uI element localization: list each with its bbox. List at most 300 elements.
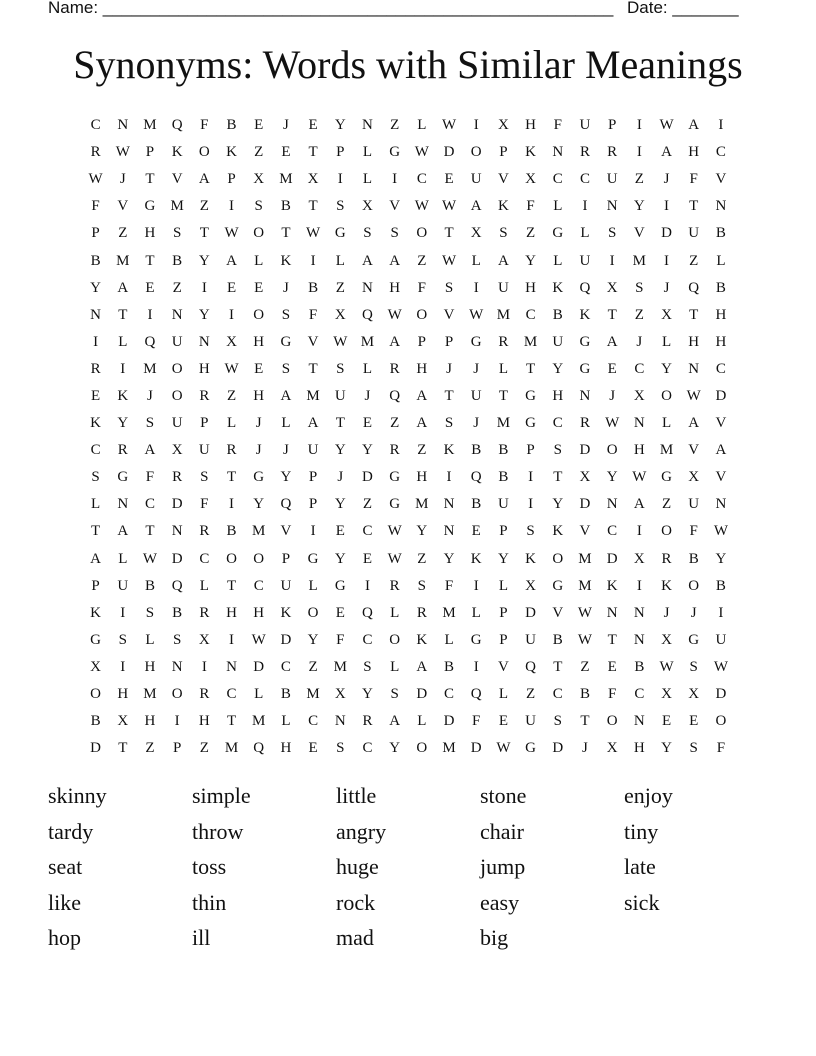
grid-letter[interactable]: Q bbox=[525, 658, 537, 675]
grid-letter[interactable]: X bbox=[661, 686, 672, 703]
grid-letter[interactable]: I bbox=[229, 306, 235, 323]
grid-letter[interactable]: I bbox=[337, 171, 343, 188]
grid-letter[interactable]: I bbox=[174, 713, 180, 730]
grid-letter[interactable]: D bbox=[525, 604, 537, 621]
grid-letter[interactable]: Z bbox=[254, 144, 264, 161]
grid-letter[interactable]: L bbox=[580, 225, 590, 242]
grid-letter[interactable]: A bbox=[661, 144, 672, 161]
grid-letter[interactable]: W bbox=[632, 469, 647, 486]
grid-letter[interactable]: D bbox=[171, 496, 183, 513]
grid-letter[interactable]: I bbox=[310, 523, 316, 540]
grid-letter[interactable]: Z bbox=[172, 279, 182, 296]
grid-letter[interactable]: S bbox=[635, 279, 644, 296]
grid-letter[interactable]: W bbox=[224, 360, 239, 377]
grid-letter[interactable]: A bbox=[307, 415, 319, 432]
grid-letter[interactable]: V bbox=[117, 198, 129, 215]
grid-letter[interactable]: T bbox=[199, 225, 209, 242]
grid-letter[interactable]: Z bbox=[634, 306, 644, 323]
grid-letter[interactable]: A bbox=[715, 442, 727, 459]
grid-letter[interactable]: V bbox=[171, 171, 183, 188]
grid-letter[interactable]: R bbox=[117, 442, 128, 459]
grid-letter[interactable]: C bbox=[552, 171, 563, 188]
grid-letter[interactable]: W bbox=[333, 333, 348, 350]
grid-letter[interactable]: P bbox=[91, 225, 100, 242]
grid-letter[interactable]: T bbox=[226, 469, 237, 486]
grid-letter[interactable]: L bbox=[390, 604, 400, 621]
grid-letter[interactable]: K bbox=[416, 631, 428, 648]
grid-letter[interactable]: S bbox=[145, 415, 155, 432]
grid-letter[interactable]: U bbox=[715, 631, 727, 648]
grid-letter[interactable]: I bbox=[636, 117, 642, 134]
grid-letter[interactable]: G bbox=[470, 333, 482, 350]
grid-letter[interactable]: Z bbox=[526, 225, 536, 242]
grid-letter[interactable]: N bbox=[362, 117, 373, 134]
grid-letter[interactable]: N bbox=[633, 713, 645, 730]
grid-letter[interactable]: X bbox=[307, 171, 319, 188]
grid-letter[interactable]: V bbox=[280, 523, 292, 540]
grid-letter[interactable]: O bbox=[307, 604, 319, 621]
grid-letter[interactable]: Z bbox=[199, 198, 209, 215]
grid-letter[interactable]: L bbox=[471, 604, 481, 621]
grid-letter[interactable]: A bbox=[416, 658, 428, 675]
grid-letter[interactable]: T bbox=[91, 523, 101, 540]
grid-letter[interactable]: P bbox=[499, 604, 508, 621]
grid-letter[interactable]: H bbox=[389, 279, 401, 296]
grid-letter[interactable]: I bbox=[473, 577, 479, 594]
grid-letter[interactable]: L bbox=[417, 713, 427, 730]
grid-letter[interactable]: J bbox=[636, 333, 643, 350]
grid-letter[interactable]: P bbox=[444, 333, 454, 350]
grid-letter[interactable]: W bbox=[496, 740, 511, 757]
grid-letter[interactable]: W bbox=[605, 415, 620, 432]
grid-letter[interactable]: O bbox=[90, 686, 102, 703]
grid-letter[interactable]: E bbox=[471, 523, 481, 540]
grid-letter[interactable]: H bbox=[688, 144, 700, 161]
grid-letter[interactable]: A bbox=[198, 171, 210, 188]
grid-letter[interactable]: X bbox=[117, 713, 129, 730]
grid-letter[interactable]: K bbox=[280, 252, 292, 269]
grid-letter[interactable]: N bbox=[362, 279, 373, 296]
grid-letter[interactable]: J bbox=[255, 442, 262, 459]
grid-letter[interactable]: N bbox=[633, 604, 645, 621]
grid-letter[interactable]: S bbox=[200, 469, 209, 486]
grid-letter[interactable]: L bbox=[498, 360, 508, 377]
grid-letter[interactable]: U bbox=[117, 577, 129, 594]
grid-letter[interactable]: D bbox=[552, 740, 564, 757]
grid-letter[interactable]: Q bbox=[362, 604, 373, 621]
grid-letter[interactable]: R bbox=[90, 360, 101, 377]
grid-letter[interactable]: S bbox=[553, 713, 562, 730]
grid-letter[interactable]: I bbox=[147, 306, 153, 323]
grid-letter[interactable]: X bbox=[688, 469, 700, 486]
grid-letter[interactable]: M bbox=[252, 523, 266, 540]
grid-letter[interactable]: Z bbox=[580, 658, 590, 675]
grid-letter[interactable]: W bbox=[414, 144, 429, 161]
grid-letter[interactable]: M bbox=[306, 686, 320, 703]
grid-letter[interactable]: T bbox=[118, 740, 128, 757]
grid-letter[interactable]: S bbox=[336, 360, 345, 377]
grid-letter[interactable]: G bbox=[525, 415, 537, 432]
grid-letter[interactable]: I bbox=[120, 360, 126, 377]
grid-letter[interactable]: N bbox=[443, 496, 455, 513]
grid-letter[interactable]: C bbox=[362, 631, 373, 648]
grid-letter[interactable]: W bbox=[659, 117, 674, 134]
grid-letter[interactable]: A bbox=[688, 117, 700, 134]
grid-letter[interactable]: Q bbox=[253, 740, 265, 757]
grid-letter[interactable]: X bbox=[606, 740, 618, 757]
grid-letter[interactable]: X bbox=[525, 577, 537, 594]
grid-letter[interactable]: S bbox=[145, 604, 155, 621]
grid-letter[interactable]: P bbox=[417, 333, 427, 350]
grid-letter[interactable]: G bbox=[525, 387, 537, 404]
grid-letter[interactable]: F bbox=[472, 713, 481, 730]
grid-letter[interactable]: L bbox=[553, 198, 563, 215]
grid-letter[interactable]: U bbox=[280, 577, 292, 594]
grid-letter[interactable]: B bbox=[634, 658, 645, 675]
grid-letter[interactable]: M bbox=[252, 713, 266, 730]
grid-letter[interactable]: T bbox=[308, 144, 318, 161]
grid-letter[interactable]: W bbox=[686, 387, 701, 404]
grid-letter[interactable]: G bbox=[144, 198, 156, 215]
grid-letter[interactable]: C bbox=[444, 686, 455, 703]
grid-letter[interactable]: F bbox=[716, 740, 726, 757]
grid-letter[interactable]: C bbox=[525, 306, 536, 323]
grid-letter[interactable]: T bbox=[553, 658, 563, 675]
grid-letter[interactable]: I bbox=[718, 604, 724, 621]
grid-letter[interactable]: B bbox=[579, 686, 590, 703]
grid-letter[interactable]: I bbox=[392, 171, 398, 188]
grid-letter[interactable]: P bbox=[281, 550, 291, 567]
grid-letter[interactable]: X bbox=[606, 279, 618, 296]
grid-letter[interactable]: Q bbox=[470, 469, 482, 486]
grid-letter[interactable]: C bbox=[280, 658, 291, 675]
grid-letter[interactable]: R bbox=[172, 469, 183, 486]
grid-letter[interactable]: H bbox=[253, 387, 265, 404]
grid-letter[interactable]: B bbox=[90, 713, 101, 730]
grid-letter[interactable]: I bbox=[664, 252, 670, 269]
grid-letter[interactable]: D bbox=[579, 496, 591, 513]
grid-letter[interactable]: F bbox=[200, 496, 209, 513]
grid-letter[interactable]: T bbox=[526, 360, 536, 377]
grid-letter[interactable]: N bbox=[443, 523, 455, 540]
grid-letter[interactable]: F bbox=[417, 279, 427, 296]
grid-letter[interactable]: L bbox=[716, 252, 726, 269]
grid-letter[interactable]: L bbox=[553, 252, 563, 269]
grid-letter[interactable]: M bbox=[659, 442, 674, 459]
grid-letter[interactable]: L bbox=[254, 686, 264, 703]
grid-letter[interactable]: N bbox=[633, 415, 645, 432]
grid-letter[interactable]: M bbox=[116, 252, 130, 269]
grid-letter[interactable]: U bbox=[525, 713, 537, 730]
grid-letter[interactable]: A bbox=[606, 333, 618, 350]
grid-letter[interactable]: J bbox=[282, 442, 289, 459]
grid-letter[interactable]: I bbox=[310, 252, 316, 269]
grid-letter[interactable]: H bbox=[144, 658, 156, 675]
grid-letter[interactable]: A bbox=[117, 279, 129, 296]
grid-letter[interactable]: L bbox=[417, 117, 427, 134]
grid-letter[interactable]: T bbox=[118, 306, 128, 323]
grid-letter[interactable]: X bbox=[362, 198, 373, 215]
grid-letter[interactable]: R bbox=[579, 415, 590, 432]
grid-letter[interactable]: K bbox=[470, 550, 482, 567]
grid-letter[interactable]: W bbox=[441, 252, 457, 269]
grid-letter[interactable]: I bbox=[120, 658, 126, 675]
grid-letter[interactable]: N bbox=[90, 306, 102, 323]
grid-letter[interactable]: B bbox=[172, 252, 183, 269]
grid-letter[interactable]: H bbox=[253, 333, 265, 350]
grid-letter[interactable]: Y bbox=[416, 523, 428, 540]
grid-letter[interactable]: O bbox=[416, 740, 428, 757]
grid-letter[interactable]: Z bbox=[390, 415, 400, 432]
grid-letter[interactable]: G bbox=[334, 225, 346, 242]
grid-letter[interactable]: E bbox=[145, 279, 155, 296]
grid-letter[interactable]: Z bbox=[362, 496, 373, 513]
grid-letter[interactable]: D bbox=[253, 658, 265, 675]
grid-letter[interactable]: H bbox=[226, 604, 237, 621]
grid-letter[interactable]: R bbox=[607, 144, 618, 161]
grid-letter[interactable]: O bbox=[552, 550, 564, 567]
grid-letter[interactable]: N bbox=[606, 198, 618, 215]
grid-letter[interactable]: C bbox=[715, 360, 726, 377]
grid-letter[interactable]: U bbox=[497, 496, 509, 513]
grid-letter[interactable]: N bbox=[715, 496, 727, 513]
grid-letter[interactable]: D bbox=[606, 550, 618, 567]
grid-letter[interactable]: V bbox=[443, 306, 455, 323]
grid-letter[interactable]: B bbox=[226, 117, 237, 134]
grid-letter[interactable]: W bbox=[469, 306, 484, 323]
grid-letter[interactable]: K bbox=[606, 577, 618, 594]
grid-letter[interactable]: C bbox=[715, 144, 726, 161]
grid-letter[interactable]: H bbox=[280, 740, 292, 757]
grid-letter[interactable]: E bbox=[689, 713, 699, 730]
grid-letter[interactable]: B bbox=[688, 550, 699, 567]
grid-letter[interactable]: F bbox=[336, 631, 345, 648]
grid-letter[interactable]: S bbox=[254, 198, 263, 215]
grid-letter[interactable]: I bbox=[93, 333, 99, 350]
grid-letter[interactable]: Q bbox=[144, 333, 156, 350]
grid-letter[interactable]: M bbox=[415, 496, 429, 513]
grid-letter[interactable]: O bbox=[389, 631, 401, 648]
grid-letter[interactable]: J bbox=[282, 279, 289, 296]
grid-letter[interactable]: L bbox=[91, 496, 101, 513]
grid-letter[interactable]: C bbox=[634, 686, 645, 703]
grid-letter[interactable]: V bbox=[715, 469, 727, 486]
grid-letter[interactable]: N bbox=[171, 306, 183, 323]
grid-letter[interactable]: I bbox=[636, 144, 642, 161]
grid-letter[interactable]: L bbox=[390, 658, 400, 675]
grid-letter[interactable]: T bbox=[444, 387, 454, 404]
grid-letter[interactable]: T bbox=[281, 225, 291, 242]
grid-letter[interactable]: F bbox=[526, 198, 535, 215]
grid-letter[interactable]: K bbox=[226, 144, 237, 161]
grid-letter[interactable]: T bbox=[145, 252, 155, 269]
grid-letter[interactable]: B bbox=[552, 631, 563, 648]
grid-letter[interactable]: O bbox=[171, 360, 183, 377]
grid-letter[interactable]: U bbox=[688, 225, 700, 242]
grid-letter[interactable]: O bbox=[416, 225, 428, 242]
grid-letter[interactable]: J bbox=[663, 171, 670, 188]
grid-letter[interactable]: H bbox=[715, 333, 727, 350]
grid-letter[interactable]: X bbox=[525, 171, 537, 188]
grid-letter[interactable]: N bbox=[688, 360, 700, 377]
grid-letter[interactable]: L bbox=[444, 631, 454, 648]
grid-letter[interactable]: O bbox=[253, 550, 265, 567]
grid-letter[interactable]: O bbox=[470, 144, 482, 161]
grid-letter[interactable]: S bbox=[172, 225, 182, 242]
grid-letter[interactable]: K bbox=[117, 387, 129, 404]
grid-letter[interactable]: A bbox=[688, 415, 700, 432]
grid-letter[interactable]: V bbox=[389, 198, 401, 215]
grid-letter[interactable]: K bbox=[90, 604, 102, 621]
grid-letter[interactable]: B bbox=[498, 469, 509, 486]
grid-letter[interactable]: L bbox=[471, 252, 481, 269]
grid-letter[interactable]: C bbox=[552, 415, 563, 432]
grid-letter[interactable]: Y bbox=[307, 631, 319, 648]
grid-letter[interactable]: A bbox=[389, 252, 401, 269]
grid-letter[interactable]: E bbox=[254, 117, 264, 134]
grid-letter[interactable]: J bbox=[690, 604, 697, 621]
grid-letter[interactable]: P bbox=[308, 496, 318, 513]
grid-letter[interactable]: J bbox=[473, 415, 480, 432]
grid-letter[interactable]: B bbox=[144, 577, 155, 594]
grid-letter[interactable]: Y bbox=[334, 442, 346, 459]
grid-letter[interactable]: B bbox=[280, 198, 291, 215]
grid-letter[interactable]: W bbox=[306, 225, 321, 242]
grid-letter[interactable]: T bbox=[607, 306, 617, 323]
grid-letter[interactable]: Y bbox=[661, 360, 672, 377]
grid-letter[interactable]: I bbox=[201, 279, 207, 296]
grid-letter[interactable]: A bbox=[416, 415, 428, 432]
grid-letter[interactable]: O bbox=[198, 144, 210, 161]
grid-letter[interactable]: T bbox=[689, 198, 699, 215]
grid-letter[interactable]: E bbox=[498, 713, 508, 730]
grid-letter[interactable]: L bbox=[362, 171, 373, 188]
grid-letter[interactable]: S bbox=[444, 415, 454, 432]
grid-letter[interactable]: E bbox=[308, 740, 318, 757]
grid-letter[interactable]: D bbox=[470, 740, 482, 757]
grid-letter[interactable]: I bbox=[446, 469, 452, 486]
grid-letter[interactable]: S bbox=[390, 686, 399, 703]
grid-letter[interactable]: C bbox=[607, 523, 618, 540]
grid-letter[interactable]: J bbox=[255, 415, 262, 432]
grid-letter[interactable]: D bbox=[715, 686, 727, 703]
grid-letter[interactable]: L bbox=[335, 252, 345, 269]
grid-letter[interactable]: Y bbox=[443, 550, 455, 567]
grid-letter[interactable]: L bbox=[498, 577, 508, 594]
grid-letter[interactable]: R bbox=[389, 442, 400, 459]
grid-letter[interactable]: J bbox=[473, 360, 480, 377]
grid-letter[interactable]: X bbox=[171, 442, 183, 459]
grid-letter[interactable]: A bbox=[144, 442, 156, 459]
grid-letter[interactable]: O bbox=[661, 523, 672, 540]
grid-letter[interactable]: O bbox=[253, 225, 265, 242]
grid-letter[interactable]: M bbox=[496, 415, 511, 432]
grid-letter[interactable]: I bbox=[229, 631, 235, 648]
grid-letter[interactable]: R bbox=[199, 523, 210, 540]
grid-letter[interactable]: I bbox=[364, 577, 370, 594]
grid-letter[interactable]: X bbox=[579, 469, 591, 486]
grid-letter[interactable]: F bbox=[91, 198, 100, 215]
grid-letter[interactable]: H bbox=[144, 713, 156, 730]
grid-letter[interactable]: W bbox=[577, 604, 593, 621]
grid-letter[interactable]: Y bbox=[334, 550, 346, 567]
grid-letter[interactable]: O bbox=[606, 713, 618, 730]
grid-letter[interactable]: A bbox=[497, 252, 509, 269]
grid-letter[interactable]: D bbox=[443, 713, 455, 730]
grid-letter[interactable]: P bbox=[308, 469, 318, 486]
grid-letter[interactable]: C bbox=[416, 171, 427, 188]
grid-letter[interactable]: I bbox=[120, 604, 126, 621]
grid-letter[interactable]: Y bbox=[334, 496, 346, 513]
grid-letter[interactable]: G bbox=[90, 631, 102, 648]
grid-letter[interactable]: B bbox=[308, 279, 319, 296]
grid-letter[interactable]: F bbox=[553, 117, 562, 134]
grid-letter[interactable]: B bbox=[715, 279, 726, 296]
grid-letter[interactable]: W bbox=[387, 550, 402, 567]
grid-letter[interactable]: L bbox=[226, 415, 237, 432]
grid-letter[interactable]: X bbox=[226, 333, 237, 350]
grid-letter[interactable]: L bbox=[118, 550, 128, 567]
grid-letter[interactable]: P bbox=[526, 442, 535, 459]
grid-letter[interactable]: W bbox=[88, 171, 103, 188]
grid-letter[interactable]: E bbox=[91, 387, 101, 404]
grid-letter[interactable]: E bbox=[607, 658, 617, 675]
grid-letter[interactable]: C bbox=[90, 442, 101, 459]
grid-letter[interactable]: L bbox=[281, 415, 291, 432]
grid-letter[interactable]: P bbox=[499, 523, 508, 540]
grid-letter[interactable]: G bbox=[389, 469, 401, 486]
grid-letter[interactable]: D bbox=[579, 442, 591, 459]
grid-letter[interactable]: N bbox=[117, 117, 129, 134]
grid-letter[interactable]: B bbox=[471, 442, 482, 459]
grid-letter[interactable]: Z bbox=[145, 740, 155, 757]
grid-letter[interactable]: K bbox=[171, 144, 183, 161]
grid-letter[interactable]: L bbox=[118, 333, 128, 350]
grid-letter[interactable]: Z bbox=[335, 279, 345, 296]
grid-letter[interactable]: I bbox=[636, 523, 642, 540]
grid-letter[interactable]: G bbox=[389, 144, 401, 161]
grid-letter[interactable]: T bbox=[553, 469, 563, 486]
grid-letter[interactable]: M bbox=[578, 550, 592, 567]
grid-letter[interactable]: E bbox=[335, 604, 345, 621]
grid-letter[interactable]: W bbox=[387, 523, 402, 540]
grid-letter[interactable]: N bbox=[198, 333, 210, 350]
grid-letter[interactable]: X bbox=[661, 306, 672, 323]
grid-letter[interactable]: R bbox=[226, 442, 237, 459]
grid-letter[interactable]: B bbox=[90, 252, 101, 269]
grid-letter[interactable]: T bbox=[607, 631, 617, 648]
grid-letter[interactable]: K bbox=[579, 306, 591, 323]
grid-letter[interactable]: D bbox=[90, 740, 102, 757]
grid-letter[interactable]: N bbox=[117, 496, 129, 513]
grid-letter[interactable]: M bbox=[306, 387, 320, 404]
grid-letter[interactable]: A bbox=[362, 252, 373, 269]
grid-letter[interactable]: D bbox=[443, 144, 455, 161]
grid-letter[interactable]: Z bbox=[118, 225, 128, 242]
grid-letter[interactable]: R bbox=[661, 550, 672, 567]
grid-letter[interactable]: T bbox=[498, 387, 508, 404]
grid-letter[interactable]: O bbox=[253, 306, 265, 323]
grid-letter[interactable]: I bbox=[664, 198, 670, 215]
grid-letter[interactable]: C bbox=[199, 550, 210, 567]
grid-letter[interactable]: L bbox=[362, 144, 373, 161]
grid-letter[interactable]: L bbox=[362, 360, 373, 377]
grid-letter[interactable]: B bbox=[715, 577, 726, 594]
grid-letter[interactable]: Y bbox=[90, 279, 102, 296]
grid-letter[interactable]: G bbox=[470, 631, 482, 648]
grid-letter[interactable]: B bbox=[226, 523, 237, 540]
grid-letter[interactable]: K bbox=[443, 442, 455, 459]
